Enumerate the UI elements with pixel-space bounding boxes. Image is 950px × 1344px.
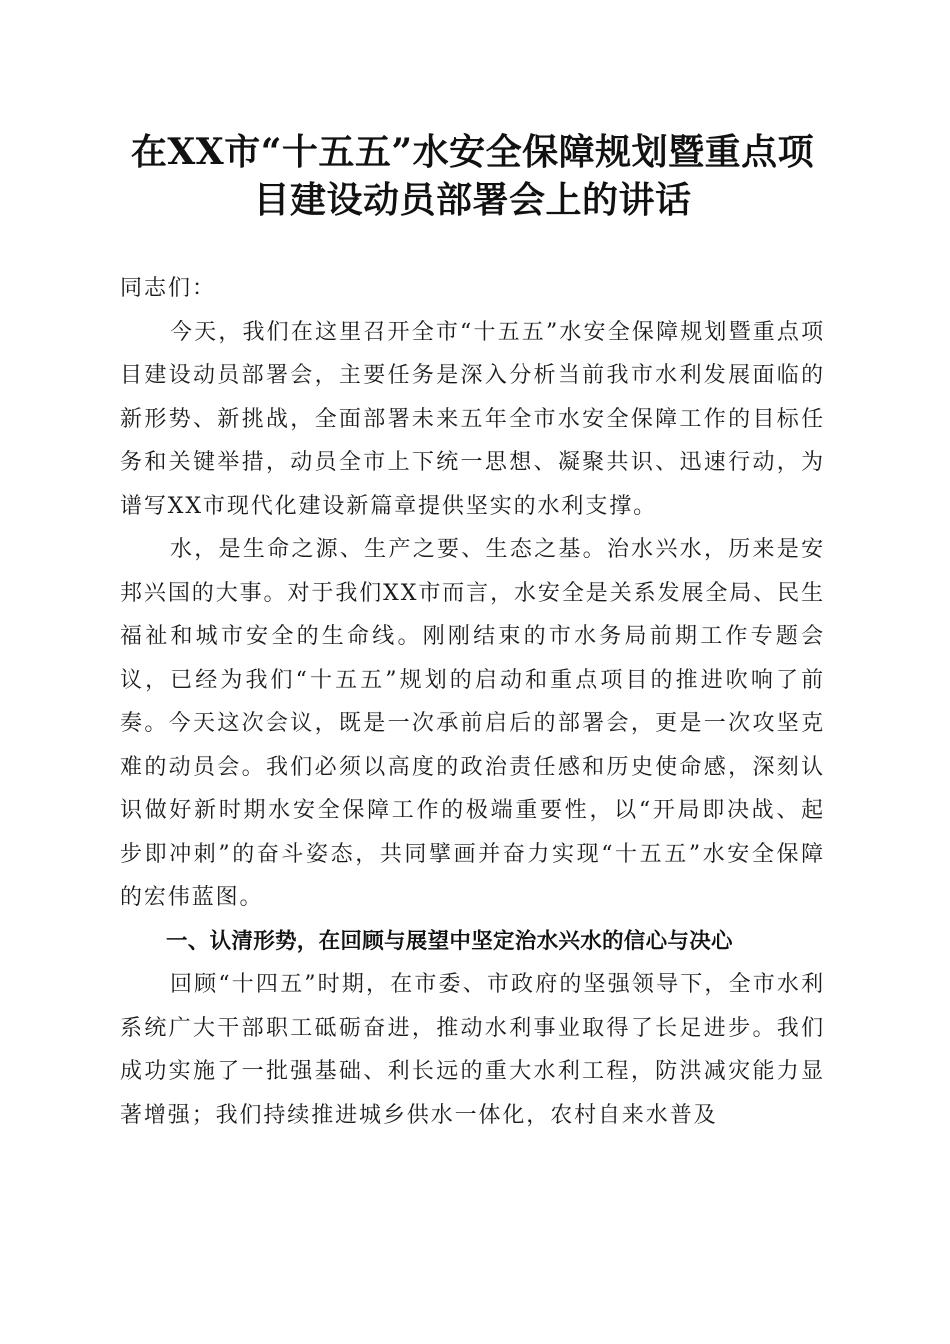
document-title-line-2: 目建设动员部署会上的讲话	[253, 179, 692, 221]
document-title	[120, 128, 825, 224]
document-title-line-1: 在XX市“十五五”水安全保障规划暨重点项	[130, 131, 815, 173]
body-paragraph-2: 水，是生命之源、生产之要、生态之基。治水兴水，历来是安邦兴国的大事。对于我们XX市而言，水安全是关系发展全局、民生福祉和城市安全的生命线。刚刚结束的市水务局前期工作专题会议，已经为我们“十五五”规划的启动和重点项目的推进吹响了前奏。今天这次会议，既是一次承前启后的部署会，更是一次攻坚克难的动员会。我们必须以高度的政治责任感和历史使命感，深刻认识做好新时期水安全保障工作的极端重要性，以“开局即决战、起步即冲刺”的奋斗姿态，共同擘画并奋力实现“十五五”水安全保障的宏伟蓝图。	[120, 537, 825, 910]
section-heading-1: 一、认清形势，在回顾与展望中坚定治水兴水的信心与决心	[166, 928, 733, 954]
document-page	[120, 128, 825, 1137]
section-1-paragraph: 回顾“十四五”时期，在市委、市政府的坚强领导下，全市水利系统广大干部职工砥砺奋进，推动水利事业取得了长足进步。我们成功实施了一批强基础、利长远的重大水利工程，防洪减灾能力显著增强；我们持续推进城乡供水一体化，农村自来水普及	[120, 972, 825, 1128]
body-paragraph-1: 今天，我们在这里召开全市“十五五”水安全保障规划暨重点项目建设动员部署会，主要任务是深入分析当前我市水利发展面临的新形势、新挑战，全面部署未来五年全市水安全保障工作的目标任务和关键举措，动员全市上下统一思想、凝聚共识、迅速行动，为谱写XX市现代化建设新篇章提供坚实的水利支撑。	[120, 319, 825, 519]
salutation: 同志们：	[120, 276, 217, 301]
